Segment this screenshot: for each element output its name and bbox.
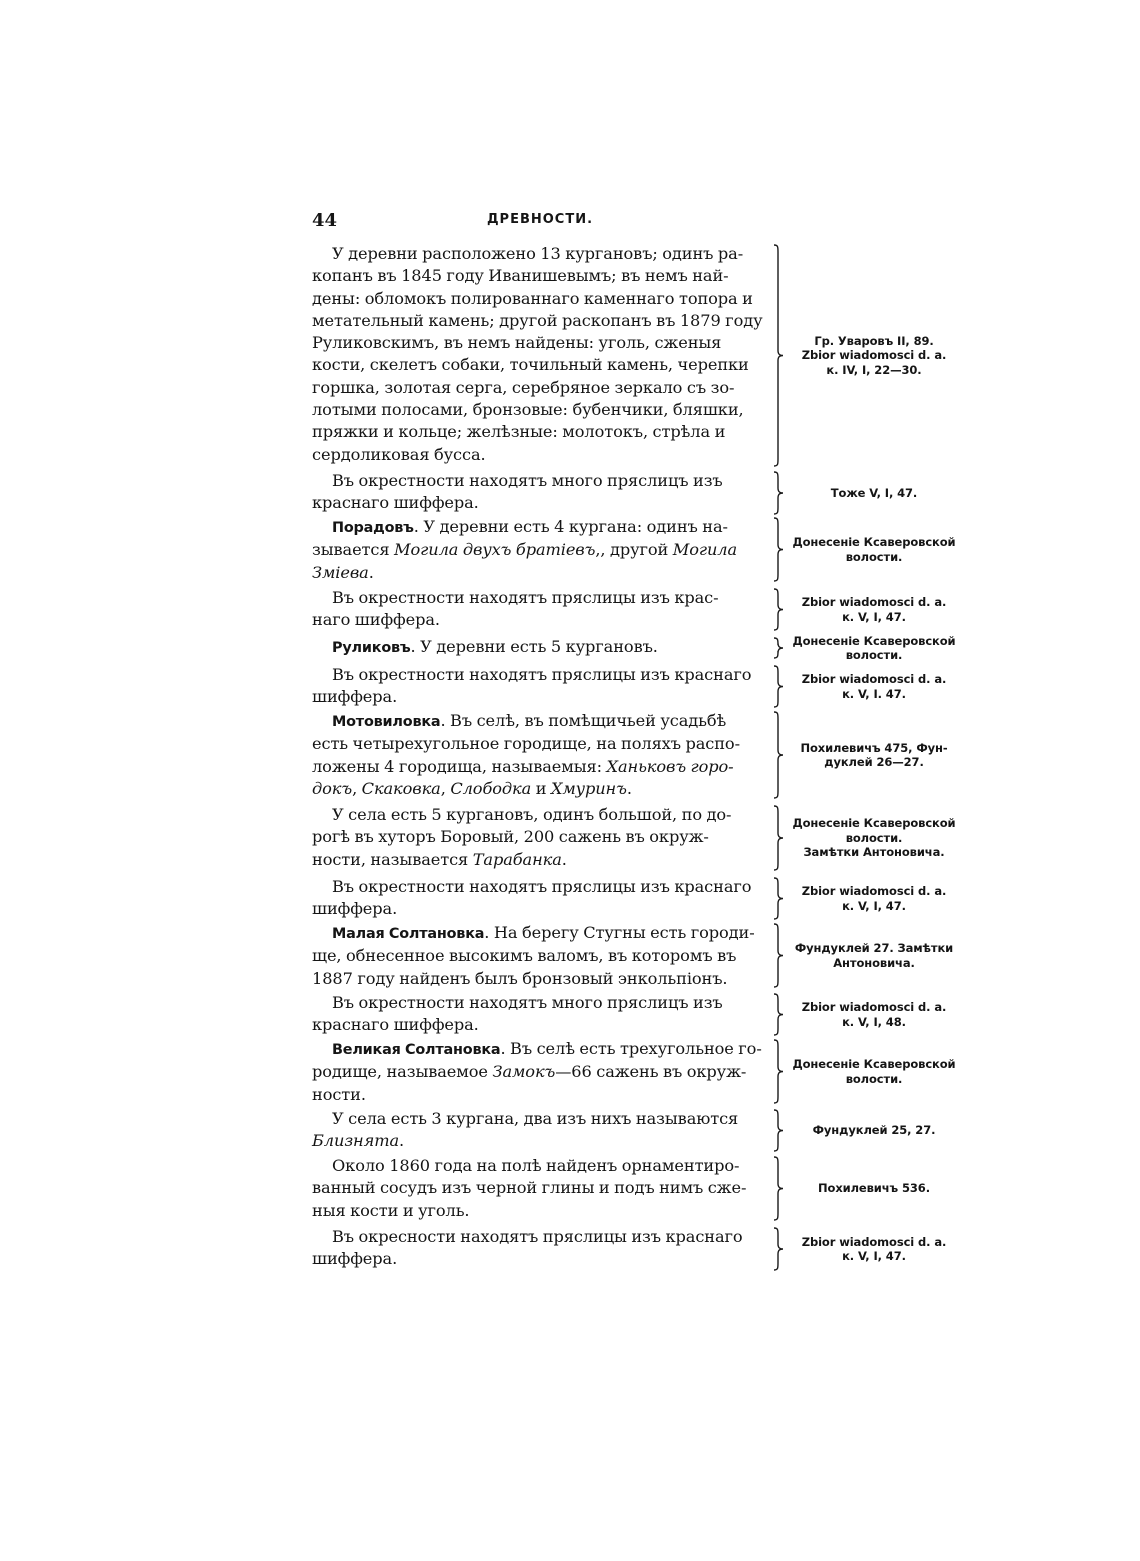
source-line: Донесеніе Ксаверовской [792,1057,956,1072]
curly-brace-path [774,1157,783,1220]
curly-brace-shape [773,1226,785,1272]
curly-brace-path [774,994,783,1035]
entry [312,243,962,468]
curly-brace-path [774,666,783,707]
text-line: шиффера. [312,899,398,919]
source-line: к. V, I, 48. [842,1014,906,1029]
source-reference [786,922,962,989]
text-line: . У деревни есть 4 кургана: одинъ на- [413,517,728,536]
curly-brace [773,804,785,872]
text-line: лотыми полосами, бронзовые: бубенчики, бляшки, [312,400,744,420]
entry-text [312,1038,766,1106]
entry-text [312,516,766,584]
text-line: , [352,778,362,798]
text-line: родище, называемое [312,1062,493,1082]
curly-brace-path [774,1040,783,1103]
curly-brace [773,1038,785,1105]
source-reference [786,243,962,468]
text-line: сердоликовая бусса. [312,444,486,464]
source-line: Zbior wiadomosci d. a. [801,1234,947,1249]
entry-text [312,710,766,800]
source-reference [786,587,962,632]
text-line: зывается [312,540,395,560]
curly-brace [773,587,785,632]
source-reference [786,876,962,921]
source-reference [786,1155,962,1222]
text-line: Въ окресности находятъ пряслицы изъ краснаго [332,1227,743,1246]
text-line: ще, обнесенное высокимъ валомъ, въ которомъ въ [312,946,737,966]
curly-brace-path [774,1110,783,1151]
text-line: краснаго шиффера. [312,1015,479,1035]
source-reference [786,664,962,709]
text-line: У села есть 5 кургановъ, одинъ большой, по до- [332,805,732,824]
source-line: дуклей 26—27. [824,755,924,769]
curly-brace [773,1155,785,1222]
curly-brace-shape [773,992,785,1037]
text-line: . [399,1131,405,1151]
curly-brace-path [774,589,783,630]
entry [312,804,962,872]
source-line: Антоновича. [833,955,915,970]
curly-brace [773,710,785,800]
text-line: У села есть 3 кургана, два изъ нихъ называются [332,1109,739,1128]
italic-name: Замокъ [492,1062,556,1082]
place-name: Руликовъ [332,640,411,656]
source-line: Похилевичъ 536. [818,1181,930,1196]
source-line: Zbior wiadomosci d. a. [801,884,947,899]
source-line: Замѣтки Антоновича. [803,845,945,860]
source-line: Фундуклей 27. Замѣтки [794,941,954,956]
source-line: Zbior wiadomosci d. a. [801,672,947,687]
text-line: Въ окрестности находятъ пряслицы изъ крас- [332,588,719,607]
curly-brace-shape [773,636,785,660]
curly-brace-shape [773,516,785,583]
source-line: к. V, I. 47. [842,686,906,701]
entry-text [312,1108,766,1153]
entry [312,1155,962,1222]
curly-brace-shape [773,470,785,516]
text-line: шиффера. [312,687,398,707]
source-reference [786,1038,962,1105]
curly-brace [773,1226,785,1272]
curly-brace-path [774,806,783,870]
entry-text [312,470,766,515]
text-line: Въ окрестности находятъ много пряслицъ изъ [332,993,723,1012]
curly-brace-path [774,638,783,658]
source-line: Фундуклей 25, 27. [812,1123,936,1138]
curly-brace [773,470,785,516]
source-line: Гр. Уваровъ II, 89. [814,333,934,348]
text-line: Въ окрестности находятъ пряслицы изъ краснаго [332,877,752,896]
curly-brace-shape [773,1155,785,1222]
italic-name: Могила двухъ братіевъ [394,540,596,560]
curly-brace-path [774,1228,783,1270]
curly-brace-path [774,518,783,581]
curly-brace [773,1108,785,1153]
curly-brace-path [774,472,783,514]
place-name: Малая Солтановка [332,926,485,942]
source-reference [786,516,962,583]
source-reference [786,470,962,516]
text-line: метательный камень; другой раскопанъ въ 1879 году [312,310,763,330]
source-line: волости. [845,648,903,662]
text-line: . На берегу Стугны есть городи- [484,923,755,942]
entry [312,516,962,583]
source-line: Zbior wiadomosci d. a. [801,1000,947,1015]
entry-text [312,804,766,871]
italic-name: Хмуринъ [550,778,627,798]
page-header [312,210,768,232]
curly-brace-shape [773,710,785,800]
italic-name: Тарабанка [472,849,562,869]
entry-text [312,992,766,1037]
text-line: ванный сосудъ изъ черной глины и подъ нимъ сже- [312,1178,747,1198]
text-line: У деревни расположено 13 кургановъ; одинъ ра- [332,244,744,263]
text-line: Руликовскимъ, въ немъ найдены: уголь, сженыя [312,333,722,353]
source-line: к. V, I, 47. [842,898,906,913]
curly-brace-shape [773,587,785,632]
source-reference [786,710,962,800]
text-line: . Въ селѣ, въ помѣщичьей усадьбѣ [440,711,727,730]
text-line: 1887 году найденъ былъ бронзовый энкольпіонъ. [312,968,728,988]
curly-brace-shape [773,876,785,921]
entry [312,1038,962,1105]
text-line: пряжки и кольце; желѣзные: молотокъ, стрѣла и [312,422,726,442]
source-reference [786,1108,962,1153]
italic-name: докъ [312,778,353,798]
entry [312,710,962,800]
source-line: Zbior wiadomosci d. a. [801,348,947,363]
entry-text [312,922,766,990]
curly-brace [773,516,785,583]
entry [312,1108,962,1153]
curly-brace-shape [773,664,785,709]
text-line: ныя кости и уголь. [312,1200,470,1220]
entry-text [312,664,766,709]
italic-name: Близнята [312,1131,400,1151]
text-line: . [626,778,632,798]
entry [312,470,962,516]
source-reference [786,1226,962,1272]
curly-brace-shape [773,1108,785,1153]
source-reference [786,992,962,1037]
entry-text [312,1155,766,1222]
text-line: —66 сажень въ окруж- [555,1062,747,1082]
curly-brace-shape [773,804,785,872]
entry-text [312,636,766,659]
source-line: Донесеніе Ксаверовской [792,535,956,550]
text-line: и [531,778,551,798]
curly-brace-path [774,712,783,798]
italic-name: Скаковка [361,778,441,798]
curly-brace [773,922,785,989]
curly-brace-shape [773,1038,785,1105]
running-title: ДРЕВНОСТИ. [486,212,594,227]
italic-name: Могила [672,540,738,560]
curly-brace-shape [773,243,785,468]
text-line: . [561,849,567,869]
curly-brace [773,664,785,709]
text-line: , [440,778,451,798]
text-line: Въ окрестности находятъ пряслицы изъ краснаго [332,665,752,684]
curly-brace-path [774,924,783,987]
entry-text [312,1226,766,1271]
entry [312,876,962,921]
curly-brace-path [774,245,783,466]
entry [312,922,962,989]
source-line: к. V, I, 47. [842,609,906,624]
text-line: . [368,562,374,582]
source-line: Донесеніе Ксаверовской [792,633,956,648]
entry [312,1226,962,1272]
text-line: Около 1860 года на полѣ найденъ орнаментиро- [332,1156,740,1175]
source-line: Zbior wiadomosci d. a. [801,595,947,610]
entry-text [312,243,766,466]
source-line: Похилевичъ 475, Фун- [800,740,948,755]
italic-name: Зміева [312,562,369,582]
source-line: волости. [845,830,903,845]
place-name: Порадовъ [332,520,414,536]
curly-brace-path [774,878,783,919]
text-line: . Въ селѣ есть трехугольное го- [500,1039,762,1058]
text-line: Въ окрестности находятъ много пряслицъ изъ [332,471,723,490]
text-line: дены: обломокъ полированнаго каменнаго топора и [312,288,753,308]
text-line: копанъ въ 1845 году Иванишевымъ; въ немъ най- [312,266,729,286]
source-line: Донесеніе Ксаверовской [792,816,956,831]
text-line: . У деревни есть 5 кургановъ. [410,637,658,656]
entry [312,664,962,709]
text-line: есть четырехугольное городище, на поляхъ распо- [312,734,740,754]
curly-brace [773,992,785,1037]
text-line: краснаго шиффера. [312,493,479,513]
entry [312,633,962,662]
place-name: Мотовиловка [332,714,441,730]
text-line: ности. [312,1084,366,1104]
entry [312,587,962,632]
entry [312,992,962,1037]
text-line: ности, называется [312,849,473,869]
text-line: рогѣ въ хуторъ Боровый, 200 сажень въ окруж- [312,827,709,847]
curly-brace [773,876,785,921]
page-number: 44 [312,210,338,231]
curly-brace [773,243,785,468]
text-line: наго шиффера. [312,610,440,630]
source-line: к. V, I, 47. [842,1249,906,1263]
text-line: кости, скелетъ собаки, точильный камень, черепки [312,355,749,375]
curly-brace-shape [773,922,785,989]
text-line: горшка, золотая серга, серебряное зеркало съ зо- [312,377,735,397]
source-reference [786,634,962,662]
entry-text [312,876,766,921]
italic-name: Ханьковъ горо- [606,756,734,776]
source-line: к. IV, I, 22—30. [826,362,922,377]
source-line: Тоже V, I, 47. [830,485,918,500]
text-line: шиффера. [312,1249,398,1269]
place-name: Великая Солтановка [332,1042,501,1058]
entry-text [312,587,766,632]
source-reference [786,804,962,872]
text-line: ложены 4 городища, называемыя: [312,756,607,776]
source-line: волости. [845,549,903,564]
curly-brace [773,636,785,660]
italic-name: Слободка [450,778,532,798]
source-line: волости. [845,1071,903,1086]
text-line: ,, другой [595,540,673,560]
